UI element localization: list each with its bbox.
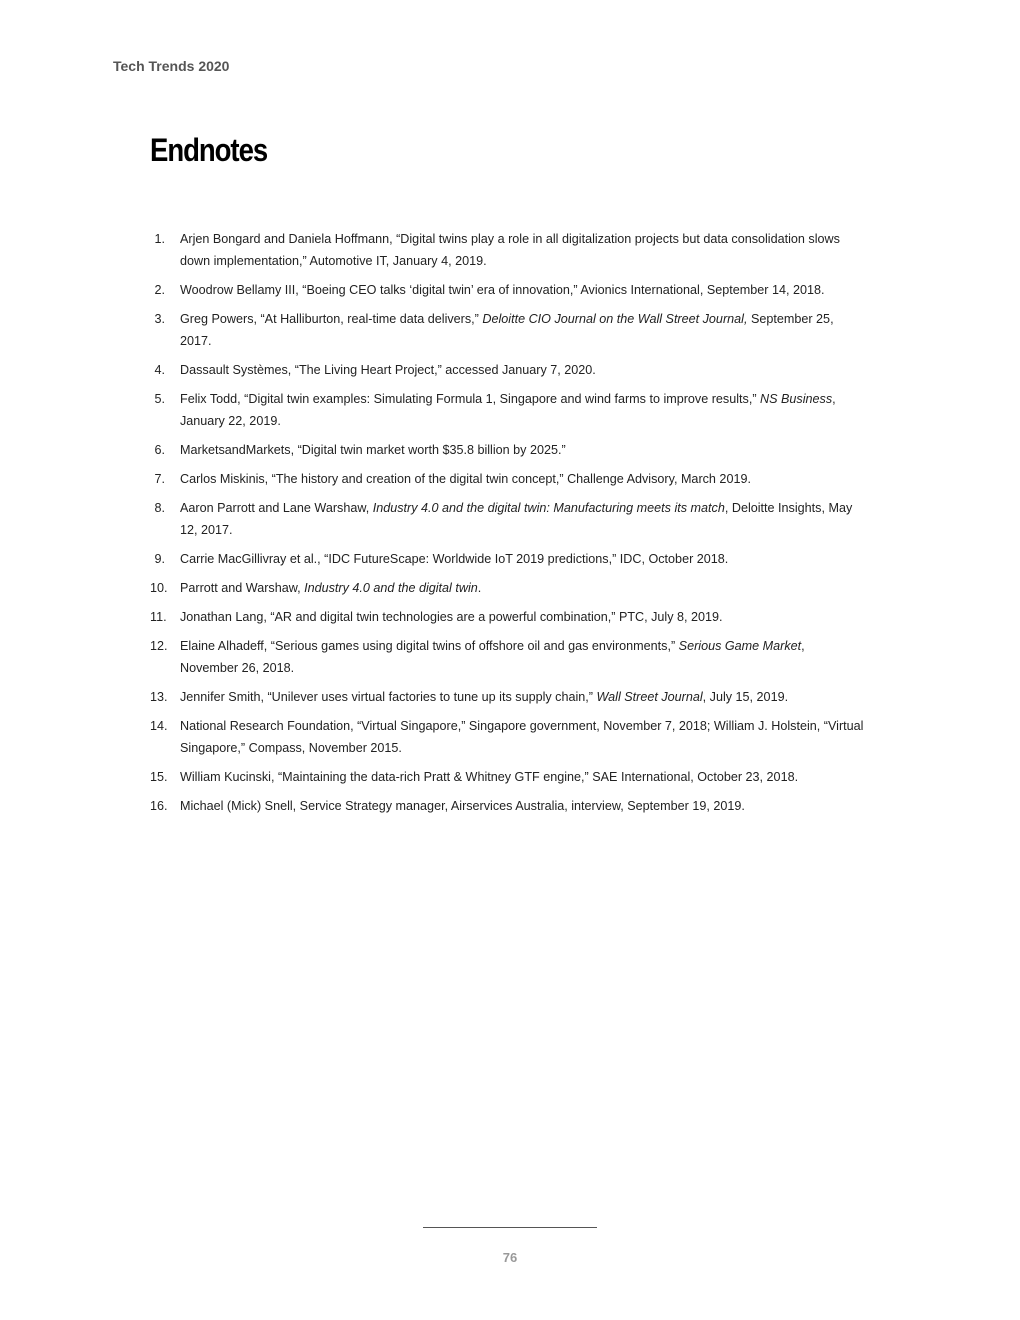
endnote-text: [180, 388, 866, 432]
endnote-number: 10.: [150, 581, 168, 595]
endnote-text-segment: , January 22, 2019.: [180, 392, 836, 428]
endnote-text-segment: William Kucinski, “Maintaining the data-rich Pratt & Whitney GTF engine,” SAE International, October 23, 2018.: [180, 770, 799, 784]
endnote-item: [150, 795, 866, 817]
endnote-number: 9.: [154, 552, 165, 566]
endnote-text-segment: , November 26, 2018.: [180, 639, 805, 675]
endnote-text-segment: Jennifer Smith, “Unilever uses virtual factories to tune up its supply chain,”: [180, 690, 597, 704]
endnote-text: [180, 228, 866, 272]
endnote-text: [180, 686, 866, 708]
endnote-text-segment: Aaron Parrott and Lane Warshaw,: [180, 501, 373, 515]
endnote-text: [180, 359, 866, 381]
endnote-item: [150, 635, 866, 679]
endnote-text: [180, 577, 866, 599]
endnote-number: 2.: [154, 283, 165, 297]
endnote-text-segment: National Research Foundation, “Virtual Singapore,” Singapore government, November 7, 2018; William J. Holstein, “Virtual Singapore,” Compass, November 2015.: [180, 719, 864, 755]
endnote-number: 11.: [150, 610, 167, 624]
endnote-text-segment: MarketsandMarkets, “Digital twin market worth $35.8 billion by 2025.”: [180, 443, 566, 457]
endnote-text: [180, 635, 866, 679]
endnote-text: [180, 715, 866, 759]
endnote-number: 14.: [150, 719, 168, 733]
endnote-text-segment: Elaine Alhadeff, “Serious games using digital twins of offshore oil and gas environments,”: [180, 639, 679, 653]
endnote-item: [150, 686, 866, 708]
endnote-item: [150, 606, 866, 628]
endnote-text: [180, 606, 866, 628]
endnote-number: 12.: [150, 639, 168, 653]
endnote-item: [150, 388, 866, 432]
endnote-text: [180, 766, 866, 788]
endnote-item: [150, 468, 866, 490]
endnote-text: [180, 279, 866, 301]
endnote-text: [180, 795, 866, 817]
endnote-number: 3.: [154, 312, 165, 326]
page-title: Endnotes: [150, 132, 268, 168]
endnote-text: [180, 439, 866, 461]
endnote-item: [150, 715, 866, 759]
endnote-text-segment: , Deloitte Insights, May 12, 2017.: [180, 501, 853, 537]
endnote-text-segment: Dassault Systèmes, “The Living Heart Project,” accessed January 7, 2020.: [180, 363, 596, 377]
endnote-number: 1.: [154, 232, 165, 246]
endnote-text-segment: Woodrow Bellamy III, “Boeing CEO talks ‘digital twin’ era of innovation,” Avionics International, September 14, 2018.: [180, 283, 825, 297]
endnote-source-title: Industry 4.0 and the digital twin: Manufacturing meets its match: [372, 501, 725, 515]
endnote-source-title: Industry 4.0 and the digital twin: [304, 581, 478, 595]
endnote-source-title: NS Business: [760, 392, 833, 406]
endnote-number: 13.: [150, 690, 168, 704]
endnote-text-segment: Greg Powers, “At Halliburton, real-time data delivers,”: [180, 312, 483, 326]
endnote-text: [180, 548, 866, 570]
endnote-text: [180, 308, 866, 352]
endnote-source-title: Serious Game Market: [678, 639, 802, 653]
running-header: Tech Trends 2020: [113, 58, 230, 74]
endnote-number: 4.: [154, 363, 165, 377]
endnote-item: [150, 766, 866, 788]
endnote-item: [150, 577, 866, 599]
footer-divider: [423, 1227, 597, 1228]
endnote-number: 16.: [150, 799, 168, 813]
endnote-text: [180, 468, 866, 490]
endnote-source-title: Wall Street Journal: [596, 690, 703, 704]
endnote-text-segment: Felix Todd, “Digital twin examples: Simulating Formula 1, Singapore and wind farms to improve results,”: [180, 392, 761, 406]
endnote-text-segment: Carlos Miskinis, “The history and creation of the digital twin concept,” Challenge Advisory, March 2019.: [180, 472, 751, 486]
endnote-text-segment: Arjen Bongard and Daniela Hoffmann, “Digital twins play a role in all digitalization projects but data consolidation slows down implementation,” Automotive IT, January 4, 2019.: [180, 232, 840, 268]
endnote-number: 5.: [154, 392, 165, 406]
endnote-text-segment: Carrie MacGillivray et al., “IDC FutureScape: Worldwide IoT 2019 predictions,” IDC, October 2018.: [180, 552, 729, 566]
endnote-item: [150, 548, 866, 570]
endnote-item: [150, 497, 866, 541]
endnote-number: 15.: [150, 770, 168, 784]
endnote-item: [150, 308, 866, 352]
endnote-number: 7.: [154, 472, 165, 486]
endnote-text-segment: Michael (Mick) Snell, Service Strategy manager, Airservices Australia, interview, September 19, 2019.: [180, 799, 745, 813]
page-number: 76: [502, 1250, 518, 1265]
endnote-text: [180, 497, 866, 541]
endnote-text-segment: Jonathan Lang, “AR and digital twin technologies are a powerful combination,” PTC, July 8, 2019.: [180, 610, 723, 624]
endnote-item: [150, 359, 866, 381]
endnotes-list: [150, 228, 866, 824]
endnote-source-title: Deloitte CIO Journal on the Wall Street Journal,: [482, 312, 748, 326]
endnote-item: [150, 439, 866, 461]
endnote-item: [150, 279, 866, 301]
endnote-text-segment: .: [477, 581, 482, 595]
endnote-number: 6.: [154, 443, 165, 457]
endnote-number: 8.: [154, 501, 165, 515]
endnote-text-segment: , July 15, 2019.: [702, 690, 789, 704]
endnote-text-segment: September 25, 2017.: [180, 312, 834, 348]
endnote-text-segment: Parrott and Warshaw,: [180, 581, 305, 595]
endnote-item: [150, 228, 866, 272]
